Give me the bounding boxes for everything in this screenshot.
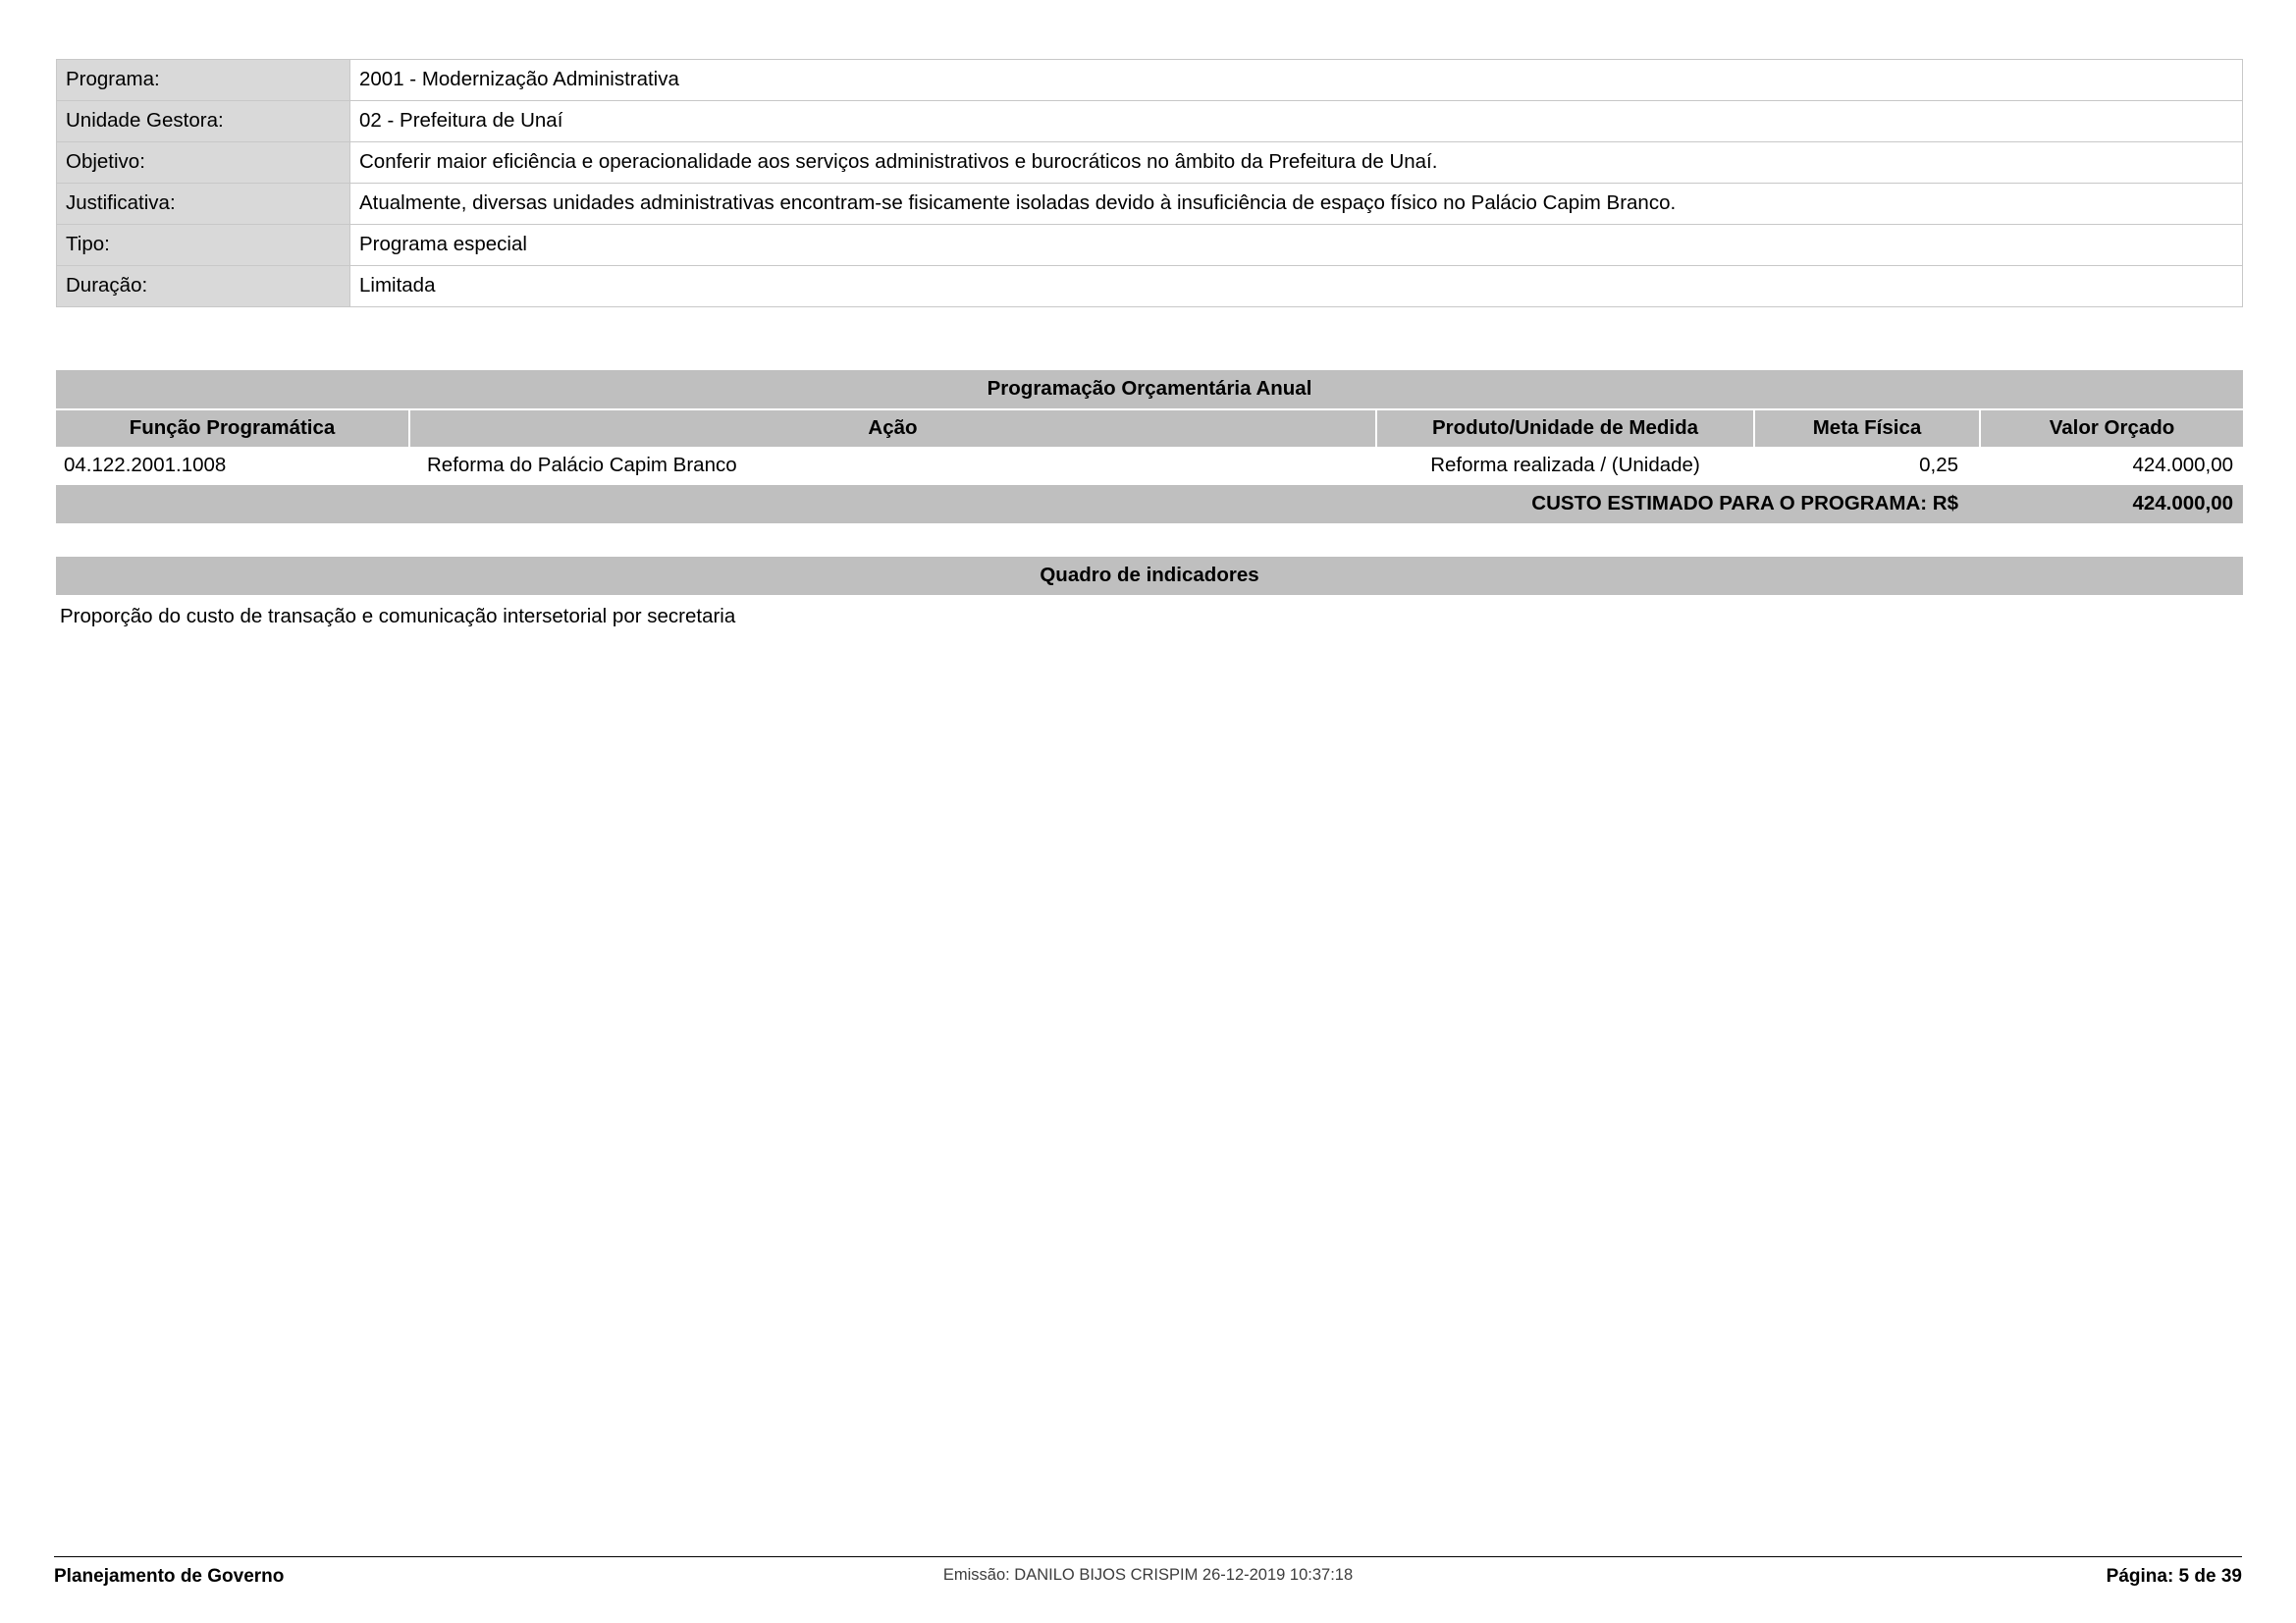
spacer — [54, 307, 2242, 370]
footer-page-number: Página: 5 de 39 — [2106, 1566, 2242, 1587]
info-value-duracao: Limitada — [350, 266, 2243, 307]
table-row — [56, 447, 2243, 485]
cell-acao: Reforma do Palácio Capim Branco — [409, 447, 1376, 485]
table-row — [57, 142, 2243, 184]
info-label-duracao: Duração: — [57, 266, 350, 307]
info-value-unidade-gestora: 02 - Prefeitura de Unaí — [350, 101, 2243, 142]
info-value-justificativa: Atualmente, diversas unidades administrativas encontram-se fisicamente isoladas devido à insuficiência de espaço físico no Palácio Capim Branco. — [350, 184, 2243, 225]
indicator-item: Proporção do custo de transação e comunicação intersetorial por secretaria — [60, 605, 736, 627]
program-info-table — [56, 59, 2243, 307]
cell-meta-fisica: 0,25 — [1754, 447, 1980, 485]
info-label-programa: Programa: — [57, 60, 350, 101]
info-value-programa: 2001 - Modernização Administrativa — [350, 60, 2243, 101]
footer-emission-text: Emissão: DANILO BIJOS CRISPIM 26-12-2019 10:37:18 — [942, 1566, 1354, 1584]
column-header-valor-orcado: Valor Orçado — [1980, 409, 2243, 447]
info-label-unidade-gestora: Unidade Gestora: — [57, 101, 350, 142]
column-header-acao: Ação — [409, 409, 1376, 447]
budget-table — [56, 370, 2243, 523]
column-header-meta-fisica: Meta Física — [1754, 409, 1980, 447]
info-label-objetivo: Objetivo: — [57, 142, 350, 184]
column-header-funcao-programatica: Função Programática — [56, 409, 409, 447]
cell-funcao-programatica: 04.122.2001.1008 — [56, 447, 409, 485]
budget-total-label: CUSTO ESTIMADO PARA O PROGRAMA: R$ — [56, 485, 1980, 523]
page-footer — [54, 1556, 2242, 1588]
footer-left-text: Planejamento de Governo — [54, 1566, 285, 1587]
column-header-produto-unidade-medida: Produto/Unidade de Medida — [1376, 409, 1754, 447]
indicators-section-title: Quadro de indicadores — [56, 557, 2243, 595]
budget-total-row — [56, 485, 2243, 523]
table-row — [57, 225, 2243, 266]
spacer — [54, 523, 2242, 557]
cell-produto-unidade-medida: Reforma realizada / (Unidade) — [1376, 447, 1754, 485]
table-row — [57, 184, 2243, 225]
table-row — [57, 266, 2243, 307]
info-value-tipo: Programa especial — [350, 225, 2243, 266]
table-row — [57, 101, 2243, 142]
budget-header-row — [56, 409, 2243, 447]
info-label-justificativa: Justificativa: — [57, 184, 350, 225]
info-value-objetivo: Conferir maior eficiência e operacionalidade aos serviços administrativos e burocráticos no âmbito da Prefeitura de Unaí. — [350, 142, 2243, 184]
budget-section-title: Programação Orçamentária Anual — [56, 370, 2243, 409]
table-row — [57, 60, 2243, 101]
budget-section-title-row — [56, 370, 2243, 409]
cell-valor-orcado: 424.000,00 — [1980, 447, 2243, 485]
budget-total-value: 424.000,00 — [1980, 485, 2243, 523]
info-label-tipo: Tipo: — [57, 225, 350, 266]
